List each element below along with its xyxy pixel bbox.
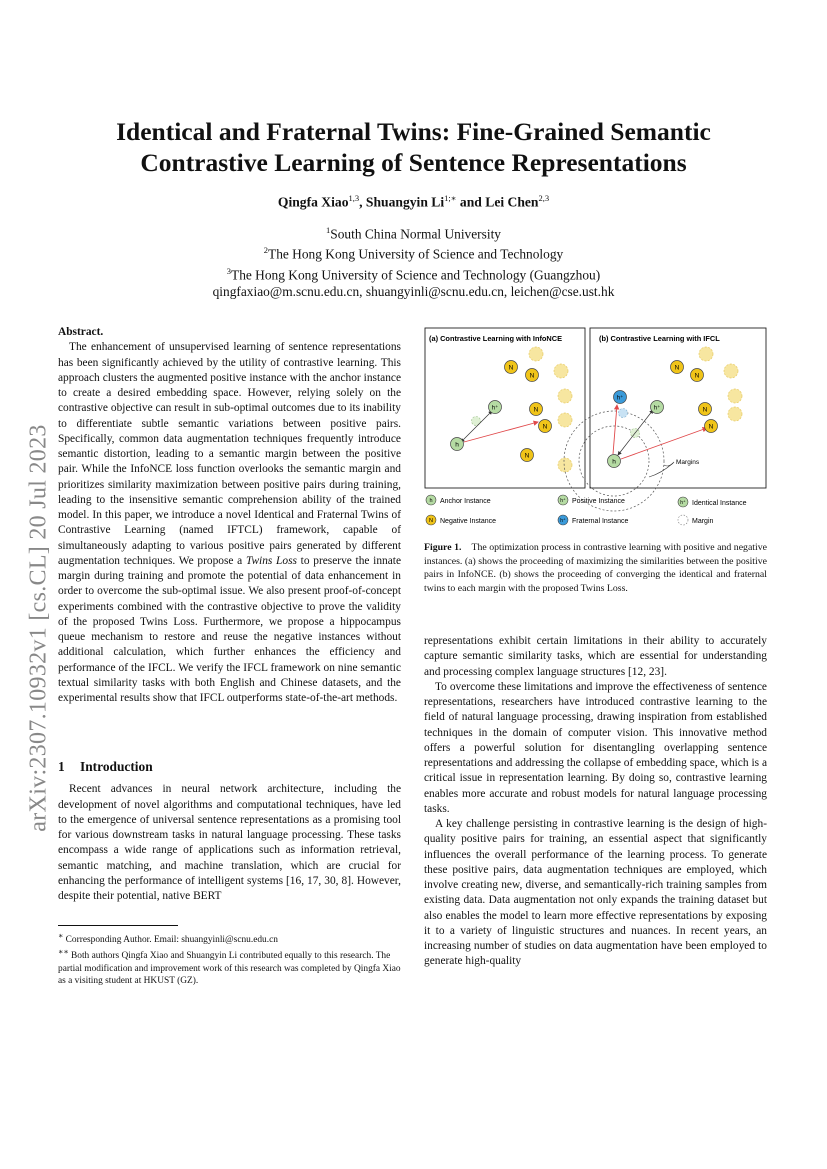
left-column xyxy=(58,325,401,706)
affiliation xyxy=(40,222,787,242)
faded-negative-node xyxy=(529,347,543,361)
author-name: Lei Chen xyxy=(485,194,539,210)
arxiv-stamp xyxy=(20,378,58,878)
faded-negative-node xyxy=(558,458,572,472)
figure-1-caption xyxy=(424,541,767,595)
margins-label: Margins xyxy=(676,459,700,466)
footnote-mark: ∗∗ xyxy=(58,947,69,957)
negative-node-label: N xyxy=(508,364,514,372)
section-number: 1 xyxy=(58,759,65,774)
negative-node-label: N xyxy=(529,372,535,380)
affiliation-text: South China Normal University xyxy=(330,226,501,242)
abstract-body xyxy=(58,340,401,706)
footnote-text: Corresponding Author. Email: shuangyinli@scnu.edu.cn xyxy=(65,935,278,946)
caption-text: The optimization process in contrastive learning with positive and negative instances. (a) shows the proceeding of maximizing the similarities between the positive pairs in InfoNCE. (b) shows the proceeding of converging the identical and fraternal twins to each margin with the proposed Twins Loss. xyxy=(424,542,767,594)
panel-b-title: (b) Contrastive Learning with IFCL xyxy=(599,334,720,343)
author-affil-mark: 1;∗ xyxy=(444,193,457,203)
affiliation xyxy=(40,242,787,262)
affiliation xyxy=(40,263,787,283)
footnote-mark: ∗ xyxy=(58,931,64,940)
section-title: Introduction xyxy=(80,759,153,774)
author-name: Shuangyin Li xyxy=(365,194,445,210)
legend-negative-label: Negative Instance xyxy=(440,518,497,525)
legend-positive-label: Positive Instance xyxy=(572,498,625,505)
figure-1-diagram xyxy=(424,325,767,530)
author-name: Qingfa Xiao xyxy=(277,194,349,210)
legend-identical-label: Identical Instance xyxy=(692,500,747,507)
affiliation-mark: 1 xyxy=(326,225,331,235)
intro-paragraph-1: Recent advances in neural network architecture, including the development of novel algorithms and computational techniques, have led to the emergence of universal sentence representations as a promising tool for various downstream tasks in natural language processing. These tasks encompass a wide range of applications such as information retrieval, semantic matching, and machine translation, which are crucial for enhancing the performance of intelligent systems [16, 17, 30, 8]. However, despite their potential, native BERT xyxy=(58,783,401,902)
anchor-node-label: h xyxy=(455,441,459,449)
positive-pull-arrow xyxy=(461,411,492,442)
legend-fraternal-label: Fraternal Instance xyxy=(572,518,629,525)
author-list xyxy=(40,193,787,211)
abstract-emphasis: Twins Loss xyxy=(245,554,297,567)
faded-negative-node xyxy=(554,364,568,378)
footnote-2 xyxy=(58,946,401,987)
legend-identical-glyph: h⁺ xyxy=(680,500,686,506)
intro-paragraph-1-continued: representations exhibit certain limitations in their ability to accurately capture semantic similarity tasks, which are essential for understanding and processing complex language structures [12, 23]. xyxy=(424,635,767,678)
negative-node-label: N xyxy=(674,364,680,372)
positive-node-label: h⁺ xyxy=(491,405,499,412)
footnote-text: Both authors Qingfa Xiao and Shuangyin Li contributed equally to this research. The partial modification and improvement work of this research was completed by Qingfa Xiao as a visiting student at HKUST (GZ). xyxy=(58,951,401,986)
abstract-heading: Abstract. xyxy=(58,326,104,338)
footnotes xyxy=(58,925,401,987)
legend-anchor-label: Anchor Instance xyxy=(440,498,491,505)
title-line-2: Contrastive Learning of Sentence Representations xyxy=(140,148,687,177)
author-emails: qingfaxiao@m.scnu.edu.cn, shuangyinli@scnu.edu.cn, leichen@cse.ust.hk xyxy=(212,284,615,300)
faded-negative-node xyxy=(728,407,742,421)
margins-pointer xyxy=(664,462,674,466)
section-heading xyxy=(58,759,401,774)
intro-paragraph-2: To overcome these limitations and improve the effectiveness of sentence representations, researchers have introduced contrastive learning to the field of natural language processing, drawing inspiration from established techniques in the domain of computer vision. This innovative method offers a powerful solution for disentangling overlapping sentence representations and addressing the collapse of embedding space, which is a critical issue in representation learning. By doing so, contrastive learning enables more accurate and robust models for natural language processing tasks. xyxy=(424,680,767,815)
affiliation-mark: 2 xyxy=(263,245,269,256)
anchor-node-label: h xyxy=(612,458,616,466)
affiliation-mark: 3 xyxy=(226,265,232,276)
affiliation-text: The Hong Kong University of Science and Technology (Guangzhou) xyxy=(231,267,601,283)
right-column xyxy=(424,634,767,970)
affiliation-text: The Hong Kong University of Science and Technology xyxy=(268,246,564,262)
negative-node-label: N xyxy=(533,406,539,414)
figure-1 xyxy=(424,325,767,530)
figure-legend xyxy=(426,495,747,525)
footnote-rule xyxy=(58,925,178,926)
legend-anchor-glyph: h xyxy=(429,498,433,504)
faded-negative-node xyxy=(558,413,572,427)
margins-pointer xyxy=(649,463,673,477)
abstract-text-continued: to preserve the innate margin during training and promote the potential of data enhancement in order to overcome the sub-optimal issue. We also present proof-of-concept experiments combined with the contrastive objective to prove the validity of the proposed Twins Loss. Furthermore, we propose a hippocampus queue mechanism to restore and reuse the negative instances without additional calculation, which further enhances the efficiency and performance of the IFCL. We verify the IFCL framework on nine semantic textual similarity tasks with both English and Chinese datasets, and the experimental results show that IFCL outperforms state-of-the-art methods. xyxy=(58,554,402,704)
caption-label: Figure 1. xyxy=(424,542,462,553)
author-affil-mark: 2,3 xyxy=(538,193,550,203)
legend-margin-swatch xyxy=(678,515,688,525)
intro-paragraph-3: A key challenge persisting in contrastive learning is the design of high-quality positive pairs for training, an essential aspect that significantly influences the overall performance of the learning process. To generate these positive pairs, data augmentation techniques are employed, which involve creating new, diverse, and semantically-rich training samples from existing data. Data augmentation not only expands the training dataset but also enables the model to learn more effective representations by exposing it to a variety of linguistic structures and nuances. In recent years, an increasing number of studies on data augmentation have been employed to generate high-quality xyxy=(424,818,767,968)
negative-node-label: N xyxy=(708,423,714,431)
faded-negative-node xyxy=(699,347,713,361)
panel-b-faded-negatives xyxy=(616,347,743,438)
negative-node-label: N xyxy=(524,452,530,460)
fraternal-arrow xyxy=(613,405,617,454)
legend-margin-label: Margin xyxy=(692,518,714,525)
abstract-text: The enhancement of unsupervised learning of sentence representations has been significantly achieved by the utility of contrastive learning. This approach clusters the augmented positive instance with the anchor instance to create a desired embedding space. However, relying solely on the contrastive objective can result in sub-optimal outcomes due to its inability to differentiate subtle semantic variations between positive pairs. Specifically, common data augmentation techniques frequently introduce semantic distortion, leading to a semantic margin between the positive pair. While the InfoNCE loss function overlooks the semantic margin and prioritizes similarity maximization between positive pairs during training, leading to the insensitive semantic comprehension ability of the trained model. In this paper, we introduce a novel Identical and Fraternal Twins of Contrastive Learning (named IFTCL) framework, capable of simultaneously adapting to various positive pairs generated by different augmentation techniques. We propose a xyxy=(58,341,401,567)
legend-fraternal-glyph: h⁺ xyxy=(560,518,566,524)
legend-positive-glyph: h⁺ xyxy=(560,498,566,504)
faded-fraternal-node xyxy=(619,409,628,418)
negative-node-label: N xyxy=(542,423,548,431)
arxiv-stamp-text: arXiv:2307.10932v1 [cs.CL] 20 Jul 2023 xyxy=(25,424,52,832)
panel-a-nodes xyxy=(451,361,552,462)
negative-node-label: N xyxy=(702,406,708,414)
author-affil-mark: 1,3 xyxy=(348,193,360,203)
paper-title xyxy=(40,116,787,178)
introduction-section xyxy=(58,759,401,904)
negative-node-label: N xyxy=(694,372,700,380)
panel-a-title: (a) Contrastive Learning with InfoNCE xyxy=(429,334,563,343)
author-conjunction: and xyxy=(456,194,486,210)
faded-negative-node xyxy=(558,389,572,403)
faded-negative-node xyxy=(724,364,738,378)
fraternal-node-label: h⁺ xyxy=(616,395,624,402)
footnote-1 xyxy=(58,930,401,946)
title-line-1: Identical and Fraternal Twins: Fine-Grained Semantic xyxy=(116,117,711,146)
legend-negative-glyph: N xyxy=(429,518,433,524)
affiliations xyxy=(40,222,787,300)
identical-node-label: h⁺ xyxy=(653,405,661,412)
author-separator: , xyxy=(359,194,366,210)
faded-negative-node xyxy=(728,389,742,403)
